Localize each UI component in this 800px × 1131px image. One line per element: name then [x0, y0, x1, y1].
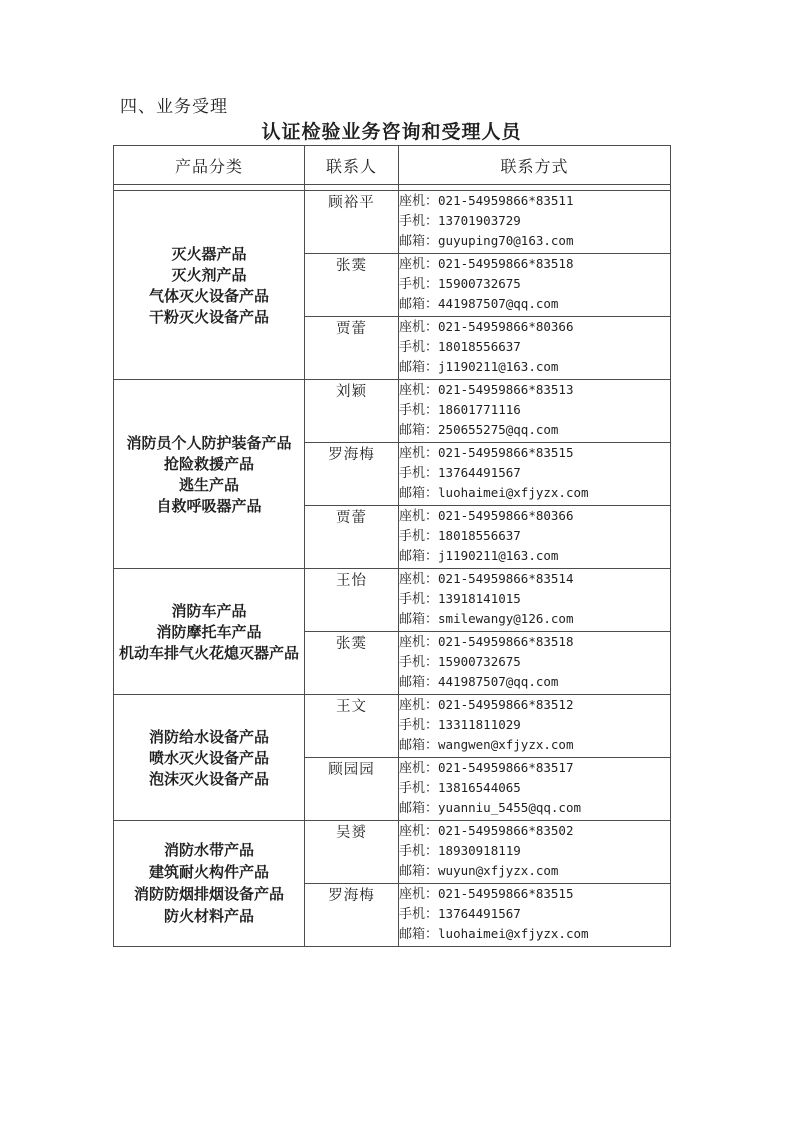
contact-name: 王文 [336, 699, 367, 715]
contact-name-cell [305, 506, 399, 569]
contact-email-label: 邮箱： [399, 233, 439, 248]
contact-landline-value: 021-54959866*83514 [438, 571, 574, 586]
contact-info-cell [399, 506, 671, 569]
contact-landline-label: 座机： [399, 193, 439, 208]
contact-email-label: 邮箱： [399, 863, 439, 878]
contact-landline-label: 座机： [399, 760, 439, 775]
product-name: 消防车产品 [171, 604, 247, 620]
contact-name: 张霙 [336, 258, 367, 274]
contact-name: 贾蕾 [336, 510, 367, 526]
product-name: 建筑耐火构件产品 [148, 864, 269, 881]
contact-landline-value: 021-54959866*83515 [438, 445, 574, 460]
contact-mobile-value: 13764491567 [438, 906, 521, 921]
contact-info-cell [399, 254, 671, 317]
section-heading: 四、业务受理 [120, 97, 228, 116]
table-row [114, 695, 671, 758]
contact-email-line [399, 420, 670, 440]
contact-landline-value: 021-54959866*83513 [438, 382, 574, 397]
product-name: 消防防烟排烟设备产品 [133, 886, 284, 903]
contact-landline-line [399, 506, 670, 526]
table-row [114, 380, 671, 443]
contact-name-cell [305, 695, 399, 758]
contact-landline-line [399, 380, 670, 400]
contact-name: 贾蕾 [336, 321, 367, 337]
contact-email-value: luohaimei@xfjyzx.com [438, 485, 589, 500]
contact-email-label: 邮箱： [399, 800, 439, 815]
contact-landline-label: 座机： [399, 382, 439, 397]
contact-landline-value: 021-54959866*80366 [438, 508, 574, 523]
contact-email-label: 邮箱： [399, 611, 439, 626]
contact-name-cell [305, 191, 399, 254]
table-title: 认证检验业务咨询和受理人员 [261, 122, 522, 143]
contact-email-value: wangwen@xfjyzx.com [438, 737, 574, 752]
product-name: 防火材料产品 [163, 908, 254, 925]
contact-name: 刘颖 [336, 384, 367, 400]
contact-landline-label: 座机： [399, 508, 439, 523]
contact-name: 张霙 [336, 636, 367, 652]
contact-landline-value: 021-54959866*83518 [438, 634, 574, 649]
contact-email-label: 邮箱： [399, 359, 439, 374]
contact-email-line [399, 861, 670, 881]
contact-landline-value: 021-54959866*83512 [438, 697, 574, 712]
contact-info-cell [399, 191, 671, 254]
product-category-cell [114, 191, 305, 380]
contact-landline-label: 座机： [399, 445, 439, 460]
contact-name-cell [305, 380, 399, 443]
contact-name-cell [305, 758, 399, 821]
contact-info-cell [399, 821, 671, 884]
contact-name-cell [305, 821, 399, 884]
contact-mobile-line [399, 274, 670, 294]
contact-name-cell [305, 569, 399, 632]
product-category-cell [114, 821, 305, 947]
contact-landline-label: 座机： [399, 697, 439, 712]
contact-landline-line [399, 632, 670, 652]
contact-info-cell [399, 695, 671, 758]
header-cell-contact-info: 联系方式 [399, 146, 671, 185]
contact-mobile-label: 手机： [399, 402, 439, 417]
contact-name: 罗海梅 [328, 888, 375, 904]
contact-mobile-value: 13816544065 [438, 780, 521, 795]
contact-info-cell [399, 569, 671, 632]
contact-mobile-label: 手机： [399, 213, 439, 228]
contact-email-line [399, 672, 670, 692]
contact-email-line [399, 483, 670, 503]
contact-mobile-label: 手机： [399, 843, 439, 858]
contacts-table [113, 145, 671, 947]
contact-info-cell [399, 317, 671, 380]
contact-mobile-value: 15900732675 [438, 276, 521, 291]
contact-email-label: 邮箱： [399, 296, 439, 311]
contact-mobile-line [399, 904, 670, 924]
contact-mobile-value: 15900732675 [438, 654, 521, 669]
contact-mobile-line [399, 463, 670, 483]
contact-email-value: 441987507@qq.com [438, 674, 559, 689]
contact-name-cell [305, 632, 399, 695]
contact-name-cell [305, 443, 399, 506]
contact-email-value: yuanniu_5455@qq.com [438, 800, 582, 815]
contact-email-label: 邮箱： [399, 548, 439, 563]
contact-email-label: 邮箱： [399, 737, 439, 752]
product-category-cell [114, 569, 305, 695]
product-name: 灭火器产品 [171, 247, 247, 263]
contact-landline-line [399, 443, 670, 463]
contact-mobile-value: 18018556637 [438, 528, 521, 543]
contact-mobile-line [399, 211, 670, 231]
table-row [114, 569, 671, 632]
contact-landline-line [399, 821, 670, 841]
contact-mobile-label: 手机： [399, 717, 439, 732]
product-category-list [114, 243, 304, 327]
product-name: 自救呼吸器产品 [156, 499, 262, 515]
header-cell-product-category: 产品分类 [114, 146, 305, 185]
contact-name: 吴赟 [336, 825, 367, 841]
contact-email-value: 441987507@qq.com [438, 296, 559, 311]
contact-mobile-label: 手机： [399, 465, 439, 480]
contact-email-label: 邮箱： [399, 674, 439, 689]
product-name: 消防摩托车产品 [156, 625, 262, 641]
product-name: 消防给水设备产品 [148, 730, 269, 746]
contact-name-cell [305, 254, 399, 317]
contact-mobile-value: 13764491567 [438, 465, 521, 480]
contact-landline-line [399, 884, 670, 904]
contact-landline-line [399, 569, 670, 589]
contact-email-line [399, 231, 670, 251]
contact-landline-line [399, 191, 670, 211]
contact-email-line [399, 357, 670, 377]
contact-email-value: 250655275@qq.com [438, 422, 559, 437]
table-body [114, 191, 671, 947]
contact-email-label: 邮箱： [399, 485, 439, 500]
contact-mobile-label: 手机： [399, 906, 439, 921]
contact-info-cell [399, 758, 671, 821]
product-category-cell [114, 695, 305, 821]
product-name: 灭火剂产品 [171, 268, 247, 284]
product-name: 机动车排气火花熄灭器产品 [118, 646, 299, 662]
contact-landline-line [399, 758, 670, 778]
product-category-cell [114, 380, 305, 569]
contact-name: 王怡 [336, 573, 367, 589]
contact-landline-line [399, 254, 670, 274]
contact-landline-line [399, 317, 670, 337]
contact-info-cell [399, 884, 671, 947]
contact-landline-label: 座机： [399, 634, 439, 649]
product-name: 抢险救援产品 [163, 457, 254, 473]
contact-landline-value: 021-54959866*83515 [438, 886, 574, 901]
contact-mobile-value: 18930918119 [438, 843, 521, 858]
product-name: 干粉灭火设备产品 [148, 310, 269, 326]
header-cell-contact-person: 联系人 [305, 146, 399, 185]
contact-mobile-value: 18601771116 [438, 402, 521, 417]
contact-name-cell [305, 317, 399, 380]
contact-email-line [399, 924, 670, 944]
contact-email-label: 邮箱： [399, 422, 439, 437]
contact-mobile-label: 手机： [399, 339, 439, 354]
product-name: 逃生产品 [178, 478, 239, 494]
contact-mobile-label: 手机： [399, 528, 439, 543]
product-name: 泡沫灭火设备产品 [148, 772, 269, 788]
contact-mobile-line [399, 652, 670, 672]
product-category-list [114, 600, 304, 663]
contact-mobile-line [399, 778, 670, 798]
contact-email-line [399, 546, 670, 566]
contact-landline-label: 座机： [399, 571, 439, 586]
contact-landline-label: 座机： [399, 319, 439, 334]
table-row [114, 191, 671, 254]
contact-info-cell [399, 380, 671, 443]
contact-mobile-line [399, 715, 670, 735]
contact-email-line [399, 735, 670, 755]
contact-mobile-line [399, 400, 670, 420]
contact-email-value: j1190211@163.com [438, 548, 559, 563]
contact-landline-value: 021-54959866*83511 [438, 193, 574, 208]
product-category-list [114, 840, 304, 928]
contact-mobile-label: 手机： [399, 591, 439, 606]
contact-mobile-line [399, 337, 670, 357]
product-name: 气体灭火设备产品 [148, 289, 269, 305]
contact-email-line [399, 609, 670, 629]
contact-mobile-line [399, 526, 670, 546]
product-category-list [114, 726, 304, 789]
contact-name: 罗海梅 [328, 447, 375, 463]
contact-mobile-label: 手机： [399, 654, 439, 669]
contact-email-line [399, 294, 670, 314]
contact-mobile-value: 13918141015 [438, 591, 521, 606]
table-row [114, 821, 671, 884]
contact-email-value: wuyun@xfjyzx.com [438, 863, 559, 878]
contact-landline-label: 座机： [399, 823, 439, 838]
product-name: 消防员个人防护装备产品 [126, 436, 292, 452]
product-name: 消防水带产品 [163, 842, 254, 859]
contact-landline-value: 021-54959866*83518 [438, 256, 574, 271]
contact-email-line [399, 798, 670, 818]
contact-name: 顾裕平 [328, 195, 375, 211]
contact-mobile-line [399, 841, 670, 861]
contact-landline-value: 021-54959866*80366 [438, 319, 574, 334]
product-category-list [114, 432, 304, 516]
contact-mobile-value: 13701903729 [438, 213, 521, 228]
contact-email-label: 邮箱： [399, 926, 439, 941]
contact-mobile-value: 13311811029 [438, 717, 521, 732]
contact-email-value: guyuping70@163.com [438, 233, 574, 248]
contact-info-cell [399, 443, 671, 506]
product-name: 喷水灭火设备产品 [148, 751, 269, 767]
contact-landline-value: 021-54959866*83502 [438, 823, 574, 838]
contact-email-value: luohaimei@xfjyzx.com [438, 926, 589, 941]
contact-email-value: smilewangy@126.com [438, 611, 574, 626]
contact-email-value: j1190211@163.com [438, 359, 559, 374]
table-header-row [114, 146, 671, 185]
contact-landline-line [399, 695, 670, 715]
contact-mobile-value: 18018556637 [438, 339, 521, 354]
contact-mobile-line [399, 589, 670, 609]
contact-landline-label: 座机： [399, 886, 439, 901]
contact-name: 顾园园 [328, 762, 375, 778]
contact-name-cell [305, 884, 399, 947]
contact-info-cell [399, 632, 671, 695]
contact-landline-label: 座机： [399, 256, 439, 271]
contact-mobile-label: 手机： [399, 276, 439, 291]
contact-mobile-label: 手机： [399, 780, 439, 795]
contact-landline-value: 021-54959866*83517 [438, 760, 574, 775]
